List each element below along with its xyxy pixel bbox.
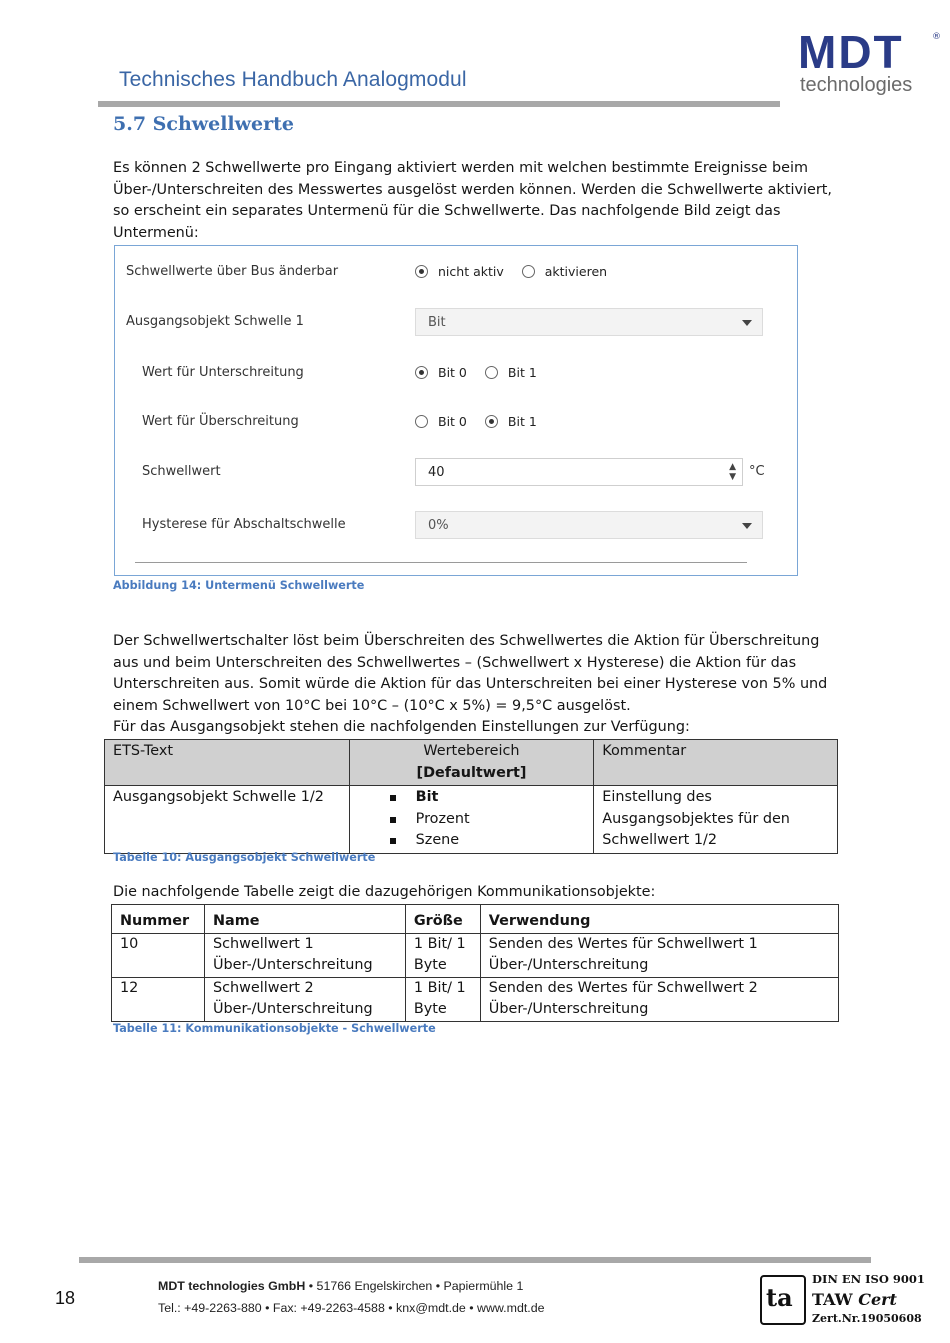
ets-submenu-screenshot xyxy=(114,245,798,576)
ets-label: Wert für Unterschreitung xyxy=(142,365,304,380)
ets-row-threshold xyxy=(115,458,797,488)
ets-radio-group xyxy=(415,414,555,429)
cell-groesse: 1 Bit/ 1 Byte xyxy=(405,977,480,1021)
value-list xyxy=(358,787,586,852)
cert-number: Zert.Nr.19050608 xyxy=(812,1312,922,1325)
hysteresis-select[interactable] xyxy=(415,511,763,539)
radio-label: nicht aktiv xyxy=(438,264,504,279)
footer-address xyxy=(158,1279,523,1293)
hysteresis-explanation: Der Schwellwertschalter löst beim Überschreiten des Schwellwertes die Aktion für Überschreitung aus und beim Unterschreiten des Schwellwertes – (Schwellwert x Hysterese) die Aktion für das Unterschreiten aus. Somit würde die Aktion für das Unterschreiten bei einer Hysterese von 5% und einem Schwellwert von 10°C bei 10°C – (10°C x 5%) = 9,5°C ausgelöst. xyxy=(113,633,828,714)
ets-radio-group xyxy=(415,264,625,279)
threshold-number-input[interactable] xyxy=(415,458,743,486)
cell-nummer: 12 xyxy=(112,977,205,1021)
cert-taw-a: TAW xyxy=(812,1290,853,1309)
ets-row-hysteresis xyxy=(115,511,797,541)
radio-label: Bit 1 xyxy=(507,414,537,429)
header-name: Name xyxy=(204,905,405,934)
chevron-down-icon xyxy=(742,320,752,326)
ets-row-output-object xyxy=(115,308,797,338)
ets-radio-group xyxy=(415,365,555,380)
comm-objects-intro: Die nachfolgende Tabelle zeigt die dazugehörigen Kommunikationsobjekte: xyxy=(113,884,656,900)
list-item: Prozent xyxy=(358,809,586,831)
header-value-range xyxy=(349,740,594,786)
ets-label: Hysterese für Abschaltschwelle xyxy=(142,517,346,532)
cert-taw xyxy=(812,1290,897,1309)
figure-caption: Abbildung 14: Untermenü Schwellwerte xyxy=(113,579,365,592)
header-verwendung: Verwendung xyxy=(480,905,838,934)
logo-registered-mark: ® xyxy=(932,32,941,42)
header-rule xyxy=(98,101,780,107)
ets-label: Ausgangsobjekt Schwelle 1 xyxy=(126,314,304,329)
cert-iso: DIN EN ISO 9001 xyxy=(812,1272,925,1286)
ets-row-bus-change xyxy=(115,258,797,288)
ets-row-overrun xyxy=(115,408,797,438)
list-item: Szene xyxy=(358,830,586,852)
table-row xyxy=(112,933,839,977)
radio-aktivieren[interactable] xyxy=(522,265,535,278)
radio-label: Bit 0 xyxy=(438,365,467,380)
table-row xyxy=(112,977,839,1021)
radio-bit1-overrun[interactable] xyxy=(485,415,498,428)
cell-comment: Einstellung des Ausgangsobjektes für den Schwellwert 1/2 xyxy=(594,786,838,854)
radio-bit0-underrun[interactable] xyxy=(415,366,428,379)
table-intro: Für das Ausgangsobjekt stehen die nachfolgenden Einstellungen zur Verfügung: xyxy=(113,719,690,736)
table-header-row xyxy=(105,740,838,786)
communication-objects-table xyxy=(111,904,839,1022)
output-object-select[interactable] xyxy=(415,308,763,336)
list-item: Bit xyxy=(358,787,586,809)
cert-taw-b: Cert xyxy=(858,1290,897,1309)
mdt-logo xyxy=(798,26,943,100)
ets-row-underrun xyxy=(115,359,797,389)
chevron-down-icon xyxy=(742,523,752,529)
footer-company: MDT technologies GmbH xyxy=(158,1279,306,1293)
header-groesse: Größe xyxy=(405,905,480,934)
header-comment: Kommentar xyxy=(594,740,838,786)
ets-label: Wert für Überschreitung xyxy=(142,414,299,429)
cell-ets-text: Ausgangsobjekt Schwelle 1/2 xyxy=(105,786,350,854)
divider xyxy=(135,562,747,563)
cell-verwendung: Senden des Wertes für Schwellwert 1 Über-/Unterschreitung xyxy=(480,933,838,977)
radio-nicht-aktiv[interactable] xyxy=(415,265,428,278)
cell-name: Schwellwert 2 Über-/Unterschreitung xyxy=(204,977,405,1021)
radio-label: Bit 0 xyxy=(438,414,467,429)
header-value-range-label: Wertebereich xyxy=(423,743,520,759)
cell-groesse: 1 Bit/ 1 Byte xyxy=(405,933,480,977)
footer-contact: Tel.: +49-2263-880 • Fax: +49-2263-4588 • knx@mdt.de • www.mdt.de xyxy=(158,1301,545,1315)
table-row xyxy=(105,786,838,854)
cell-value-range xyxy=(349,786,594,854)
radio-label: aktivieren xyxy=(544,264,608,279)
radio-bit1-underrun[interactable] xyxy=(485,366,498,379)
footer-rule xyxy=(79,1257,871,1263)
taw-cert-logo xyxy=(760,1275,806,1325)
header-nummer: Nummer xyxy=(112,905,205,934)
unit-label: °C xyxy=(749,464,765,479)
page-number: 18 xyxy=(55,1288,76,1308)
radio-label: Bit 1 xyxy=(507,365,537,380)
cell-name: Schwellwert 1 Über-/Unterschreitung xyxy=(204,933,405,977)
section-heading: 5.7 Schwellwerte xyxy=(113,113,294,135)
ets-label: Schwellwert xyxy=(142,464,221,479)
radio-bit0-overrun[interactable] xyxy=(415,415,428,428)
body-paragraph xyxy=(113,631,843,739)
footer-address-text: • 51766 Engelskirchen • Papiermühle 1 xyxy=(308,1279,524,1293)
select-value: 0% xyxy=(428,518,449,533)
select-value: Bit xyxy=(428,315,446,330)
number-value: 40 xyxy=(428,465,445,480)
cell-nummer: 10 xyxy=(112,933,205,977)
document-title: Technisches Handbuch Analogmodul xyxy=(119,68,467,91)
ets-label: Schwellwerte über Bus änderbar xyxy=(126,264,339,279)
logo-mdt-text: MDT xyxy=(798,26,904,78)
table11-caption: Tabelle 11: Kommunikationsobjekte - Schwellwerte xyxy=(113,1022,436,1035)
table10-caption: Tabelle 10: Ausgangsobjekt Schwellwerte xyxy=(113,851,376,864)
header-default-label: [Defaultwert] xyxy=(416,764,527,781)
header-ets-text: ETS-Text xyxy=(105,740,350,786)
cell-verwendung: Senden des Wertes für Schwellwert 2 Über-/Unterschreitung xyxy=(480,977,838,1021)
logo-technologies-text: technologies xyxy=(800,74,913,96)
output-object-table xyxy=(104,739,838,854)
cert-logo-text: ta xyxy=(766,1283,793,1312)
spinner-arrows-icon[interactable]: ▲ ▼ xyxy=(729,462,736,482)
intro-paragraph: Es können 2 Schwellwerte pro Eingang aktiviert werden mit welchen bestimmte Ereignisse beim Über-/Unterschreiten des Messwertes ausgelöst werden können. Werden die Schwellwerte aktiviert, so erscheint ein separates Untermenü für die Schwellwerte. Das nachfolgende Bild zeigt das Untermenü: xyxy=(113,160,832,241)
table-header-row xyxy=(112,905,839,934)
